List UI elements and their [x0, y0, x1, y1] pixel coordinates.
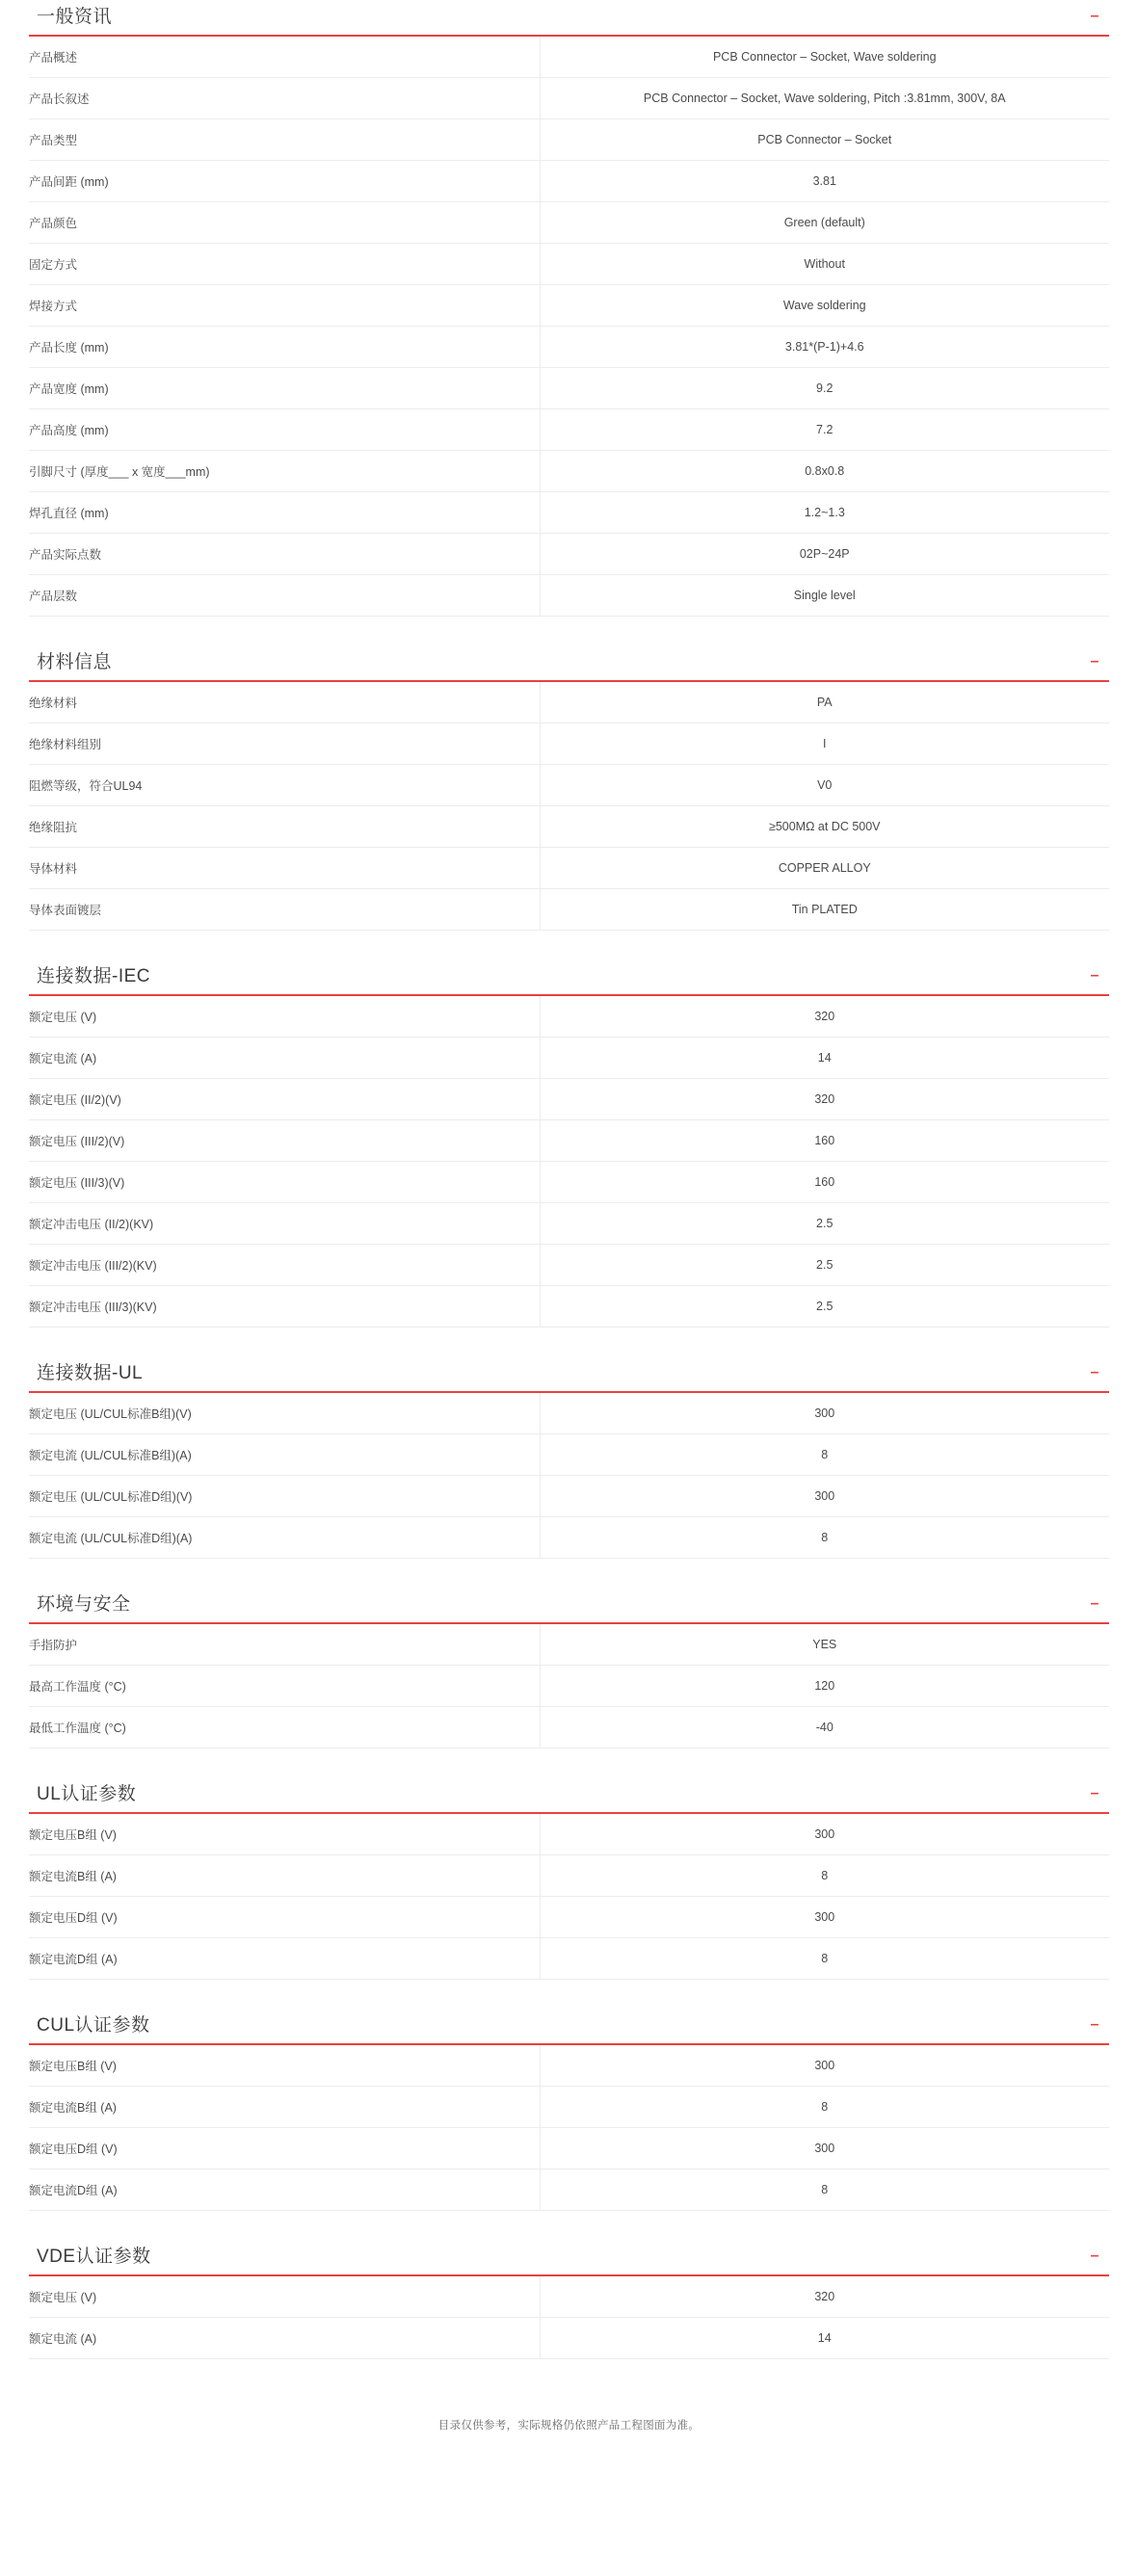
spec-label: 产品高度 (mm) [29, 409, 540, 451]
section-title: 材料信息 [37, 652, 113, 672]
spec-value: V0 [817, 778, 833, 792]
table-row [29, 1476, 1109, 1517]
spec-table-cul-certification [29, 2045, 1109, 2211]
spec-label: 绝缘阻抗 [29, 806, 540, 848]
section-material-info [29, 653, 1109, 931]
spec-label: 产品层数 [29, 575, 540, 617]
spec-label: 导体表面镀层 [29, 889, 540, 931]
table-row [29, 1245, 1109, 1286]
section-ul-certification [29, 1785, 1109, 1980]
spec-label: 导体材料 [29, 848, 540, 889]
collapse-minus-icon[interactable]: – [1090, 967, 1099, 984]
table-row [29, 327, 1109, 368]
spec-value: 0.8x0.8 [805, 464, 845, 478]
table-row [29, 285, 1109, 327]
table-row [29, 119, 1109, 161]
table-row [29, 1120, 1109, 1162]
spec-label: 额定冲击电压 (II/2)(KV) [29, 1203, 540, 1245]
spec-label: 引脚尺寸 (厚度___ x 宽度___mm) [29, 451, 540, 492]
table-row [29, 1162, 1109, 1203]
spec-value: 320 [814, 1092, 835, 1106]
section-header-connection-data-iec[interactable] [29, 967, 1109, 996]
spec-value: 1.2~1.3 [804, 506, 845, 519]
table-row [29, 78, 1109, 119]
spec-label: 绝缘材料 [29, 682, 540, 723]
table-row [29, 161, 1109, 202]
spec-value: 8 [821, 2100, 829, 2114]
table-row [29, 534, 1109, 575]
section-title: VDE认证参数 [37, 2247, 151, 2267]
spec-value: 160 [814, 1134, 835, 1147]
spec-value: 300 [814, 1406, 835, 1420]
spec-value: 2.5 [816, 1300, 834, 1313]
top-spacer [29, 0, 1109, 8]
table-row [29, 451, 1109, 492]
table-row [29, 409, 1109, 451]
spec-label: 焊接方式 [29, 285, 540, 327]
spec-label: 产品实际点数 [29, 534, 540, 575]
spec-value: Single level [793, 589, 856, 602]
table-row [29, 1079, 1109, 1120]
spec-value: 300 [814, 1489, 835, 1503]
spec-label: 绝缘材料组别 [29, 723, 540, 765]
section-title: 环境与安全 [37, 1594, 131, 1615]
table-row [29, 848, 1109, 889]
spec-value: 300 [814, 2059, 835, 2072]
table-row [29, 765, 1109, 806]
spec-label: 最低工作温度 (°C) [29, 1707, 540, 1748]
spec-value: 300 [814, 2142, 835, 2155]
spec-value: 320 [814, 2290, 835, 2303]
spec-table-material-info [29, 682, 1109, 931]
table-row [29, 1203, 1109, 1245]
table-row [29, 244, 1109, 285]
spec-value: 7.2 [816, 423, 834, 436]
table-row [29, 202, 1109, 244]
footer-note: 目录仅供参考，实际规格仍依照产品工程图面为准。 [437, 2420, 701, 2431]
section-header-general-info[interactable] [29, 8, 1109, 37]
table-row [29, 682, 1109, 723]
spec-label: 产品概述 [29, 37, 540, 78]
table-row [29, 2045, 1109, 2087]
section-header-connection-data-ul[interactable] [29, 1364, 1109, 1393]
collapse-minus-icon[interactable]: – [1090, 2016, 1099, 2033]
table-row [29, 1666, 1109, 1707]
table-row [29, 1897, 1109, 1938]
table-row [29, 889, 1109, 931]
section-header-vde-certification[interactable] [29, 2247, 1109, 2276]
spec-label: 额定电压 (III/3)(V) [29, 1162, 540, 1203]
spec-label: 焊孔直径 (mm) [29, 492, 540, 534]
spec-value: 300 [814, 1827, 835, 1841]
spec-value: 2.5 [816, 1258, 834, 1272]
spec-value: Without [804, 257, 845, 271]
spec-label: 额定电流 (A) [29, 2318, 540, 2359]
spec-value: 2.5 [816, 1217, 834, 1230]
section-title: 连接数据-UL [37, 1363, 144, 1383]
spec-label: 额定电流B组 (A) [29, 2087, 540, 2128]
spec-label: 固定方式 [29, 244, 540, 285]
spec-label: 额定冲击电压 (III/2)(KV) [29, 1245, 540, 1286]
spec-value: PCB Connector – Socket, Wave soldering [712, 50, 937, 64]
spec-value: 120 [814, 1679, 835, 1693]
spec-label: 产品长叙述 [29, 78, 540, 119]
spec-table-vde-certification [29, 2276, 1109, 2359]
spec-value: 300 [814, 1910, 835, 1924]
spec-value: PCB Connector – Socket [757, 133, 892, 146]
collapse-minus-icon[interactable]: – [1090, 1364, 1099, 1380]
spec-label: 额定电流D组 (A) [29, 1938, 540, 1980]
spec-table-general-info [29, 37, 1109, 617]
spec-label: 额定电压 (III/2)(V) [29, 1120, 540, 1162]
table-row [29, 996, 1109, 1038]
table-row [29, 1286, 1109, 1327]
spec-value: PCB Connector – Socket, Wave soldering, Pitch :3.81mm, 300V, 8A [643, 92, 1006, 105]
spec-table-connection-data-ul [29, 1393, 1109, 1559]
table-row [29, 492, 1109, 534]
table-row [29, 1517, 1109, 1559]
spec-value: YES [812, 1638, 837, 1651]
section-environment-safety [29, 1595, 1109, 1748]
section-connection-data-iec [29, 967, 1109, 1327]
section-title: 连接数据-IEC [37, 966, 151, 986]
spec-label: 额定电压 (II/2)(V) [29, 1079, 540, 1120]
spec-table-connection-data-iec [29, 996, 1109, 1327]
table-row [29, 1038, 1109, 1079]
spec-label: 产品颜色 [29, 202, 540, 244]
spec-label: 额定电流 (UL/CUL标准D组)(A) [29, 1517, 540, 1559]
spec-table-environment-safety [29, 1624, 1109, 1748]
section-connection-data-ul [29, 1364, 1109, 1559]
table-row [29, 1855, 1109, 1897]
spec-label: 额定电压 (UL/CUL标准B组)(V) [29, 1393, 540, 1434]
spec-value: -40 [815, 1721, 834, 1734]
spec-value: 3.81*(P-1)+4.6 [784, 340, 864, 354]
section-title: UL认证参数 [37, 1784, 137, 1804]
table-row [29, 1938, 1109, 1980]
spec-value: 14 [817, 2331, 832, 2345]
spec-value: 8 [821, 1448, 829, 1461]
spec-table-ul-certification [29, 1814, 1109, 1980]
section-header-material-info[interactable] [29, 653, 1109, 682]
collapse-minus-icon[interactable]: – [1090, 653, 1099, 670]
table-row [29, 2169, 1109, 2211]
table-row [29, 2276, 1109, 2318]
table-row [29, 2087, 1109, 2128]
spec-value: PA [816, 696, 833, 709]
spec-value: 02P~24P [799, 547, 850, 561]
collapse-minus-icon[interactable]: – [1090, 1595, 1099, 1612]
section-cul-certification [29, 2016, 1109, 2211]
section-header-cul-certification[interactable] [29, 2016, 1109, 2045]
section-title: CUL认证参数 [37, 2015, 150, 2036]
spec-value: ≥500MΩ at DC 500V [768, 820, 881, 833]
spec-label: 额定电压B组 (V) [29, 1814, 540, 1855]
spec-value: 8 [821, 2183, 829, 2196]
table-row [29, 37, 1109, 78]
spec-label: 产品宽度 (mm) [29, 368, 540, 409]
spec-value: 320 [814, 1010, 835, 1023]
spec-value: Tin PLATED [791, 903, 858, 916]
spec-label: 最高工作温度 (°C) [29, 1666, 540, 1707]
table-row [29, 368, 1109, 409]
spec-value: 9.2 [816, 381, 834, 395]
table-row [29, 1393, 1109, 1434]
spec-value: 14 [817, 1051, 832, 1065]
spec-label: 阻燃等级，符合UL94 [29, 765, 540, 806]
spec-label: 手指防护 [29, 1624, 540, 1666]
table-row [29, 1814, 1109, 1855]
table-row [29, 575, 1109, 617]
section-general-info [29, 8, 1109, 617]
table-row [29, 806, 1109, 848]
spec-label: 额定电流 (UL/CUL标准B组)(A) [29, 1434, 540, 1476]
spec-label: 额定电压 (V) [29, 2276, 540, 2318]
table-row [29, 1707, 1109, 1748]
spec-label: 产品类型 [29, 119, 540, 161]
spec-value: I [823, 737, 827, 750]
spec-value: 8 [821, 1531, 829, 1544]
spec-label: 额定电流 (A) [29, 1038, 540, 1079]
spec-label: 额定电流D组 (A) [29, 2169, 540, 2211]
table-row [29, 2128, 1109, 2169]
collapse-minus-icon[interactable]: – [1090, 1785, 1099, 1801]
spec-label: 额定电压B组 (V) [29, 2045, 540, 2087]
spec-value: 8 [821, 1952, 829, 1965]
spec-label: 额定电压 (V) [29, 996, 540, 1038]
collapse-minus-icon[interactable]: – [1090, 2247, 1099, 2264]
spec-label: 额定冲击电压 (III/3)(KV) [29, 1286, 540, 1327]
spec-label: 额定电压 (UL/CUL标准D组)(V) [29, 1476, 540, 1517]
table-row [29, 1624, 1109, 1666]
section-header-ul-certification[interactable] [29, 1785, 1109, 1814]
spec-label: 额定电压D组 (V) [29, 2128, 540, 2169]
spec-value: Green (default) [783, 216, 865, 229]
spec-label: 产品长度 (mm) [29, 327, 540, 368]
spec-value: 160 [814, 1175, 835, 1189]
spec-label: 额定电流B组 (A) [29, 1855, 540, 1897]
spec-label: 额定电压D组 (V) [29, 1897, 540, 1938]
table-row [29, 723, 1109, 765]
spec-label: 产品间距 (mm) [29, 161, 540, 202]
section-header-environment-safety[interactable] [29, 1595, 1109, 1624]
spec-value: Wave soldering [782, 299, 866, 312]
spec-value: COPPER ALLOY [778, 861, 871, 875]
table-row [29, 1434, 1109, 1476]
collapse-minus-icon[interactable]: – [1090, 8, 1099, 24]
spec-value: 3.81 [812, 174, 836, 188]
section-vde-certification [29, 2247, 1109, 2359]
sections-container [29, 8, 1109, 2359]
section-title: 一般资讯 [37, 7, 113, 27]
spec-value: 8 [821, 1869, 829, 1882]
table-row [29, 2318, 1109, 2359]
